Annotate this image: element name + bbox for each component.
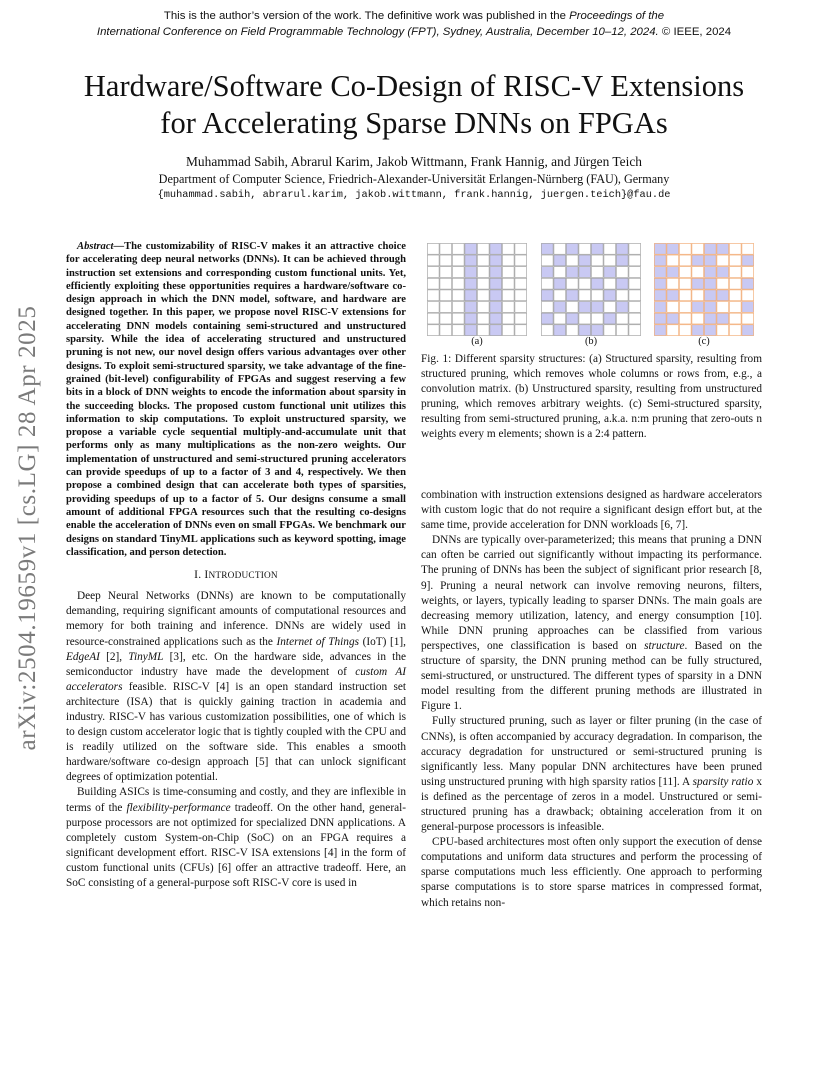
grid-cell <box>654 243 666 254</box>
paper-title: Hardware/Software Co-Design of RISC-V Extensions for Accelerating Sparse DNNs on FPGAs <box>83 69 745 140</box>
grid-cell <box>591 302 603 313</box>
grid-cell <box>515 302 527 313</box>
grid-cell <box>515 278 527 289</box>
grid-cell <box>554 325 566 336</box>
grid-cell <box>515 290 527 301</box>
grid-cell <box>616 302 628 313</box>
grid-cell <box>465 313 477 324</box>
grid-cell <box>477 278 489 289</box>
grid-cell <box>477 302 489 313</box>
grid-cell <box>679 313 691 324</box>
right-paragraph-1: combination with instruction extensions designed as hardware accelerators with custom logic that do not require a significant design effort but, at the same time, provide acceleration for DNN workloads [6, 7]. <box>421 489 762 532</box>
grid-cell <box>692 267 704 278</box>
grid-cell <box>566 302 578 313</box>
grid-cell <box>679 302 691 313</box>
grid-cell <box>477 325 489 336</box>
grid-cell <box>604 302 616 313</box>
grid-cell <box>616 290 628 301</box>
grid-cell <box>604 325 616 336</box>
grid-cell <box>667 290 679 301</box>
grid-cell <box>477 313 489 324</box>
grid-cell <box>566 243 578 254</box>
grid-cell <box>604 313 616 324</box>
grid-cell <box>490 267 502 278</box>
grid-cell <box>490 290 502 301</box>
grid-cell <box>604 255 616 266</box>
grid-cell <box>579 290 591 301</box>
structured-sparsity-grid <box>427 243 527 336</box>
grid-cell <box>616 267 628 278</box>
grid-cell <box>502 243 514 254</box>
grid-cell <box>427 243 439 254</box>
grid-cell <box>717 255 729 266</box>
subfigure-label-a: (a) <box>471 336 483 347</box>
figure-caption: Fig. 1: Different sparsity structures: (a) Structured sparsity, resulting from structured pruning, which removes whole columns or rows from, e.g., a convolution matrix. (b) Unstructured sparsity, resulting from unstructured pruning, which removes arbitrary weights. (c) Semi-structured sparsity, resulting from semi-structured pruning, a.k.a. n:m pruning that zero-outs n weights every m elements; shown is a 2:4 pattern. <box>421 353 762 441</box>
grid-cell <box>629 267 641 278</box>
grid-cell <box>427 302 439 313</box>
grid-cell <box>729 325 741 336</box>
grid-cell <box>704 278 716 289</box>
grid-cell <box>440 278 452 289</box>
grid-cell <box>427 325 439 336</box>
subfigure-label-c: (c) <box>698 336 710 347</box>
grid-cell <box>502 313 514 324</box>
grid-cell <box>490 278 502 289</box>
grid-cell <box>477 243 489 254</box>
grid-cell <box>629 313 641 324</box>
grid-cell <box>591 267 603 278</box>
grid-cell <box>541 278 553 289</box>
grid-cell <box>604 290 616 301</box>
grid-cell <box>541 267 553 278</box>
grid-cell <box>654 302 666 313</box>
grid-cell <box>427 278 439 289</box>
grid-cell <box>579 302 591 313</box>
affiliation: Department of Computer Science, Friedrich-Alexander-Universität Erlangen-Nürnberg (FAU), Germany <box>158 172 670 186</box>
grid-cell <box>502 255 514 266</box>
grid-cell <box>629 278 641 289</box>
grid-cell <box>541 302 553 313</box>
grid-cell <box>729 267 741 278</box>
grid-cell <box>541 290 553 301</box>
grid-cell <box>667 255 679 266</box>
grid-cell <box>427 255 439 266</box>
grid-cell <box>541 243 553 254</box>
grid-cell <box>591 290 603 301</box>
grid-cell <box>554 290 566 301</box>
grid-cell <box>490 302 502 313</box>
grid-cell <box>717 267 729 278</box>
publication-notice: This is the author’s version of the work. The definitive work was published in the Proceedings of the International Conference on Field Programmable Technology (FPT), Sydney, Australia, December 10–12, 2024. © IEEE, 2024 <box>96 10 732 38</box>
grid-cell <box>616 243 628 254</box>
grid-cell <box>667 302 679 313</box>
grid-cell <box>616 255 628 266</box>
grid-cell <box>742 255 754 266</box>
grid-cell <box>427 290 439 301</box>
grid-cell <box>679 278 691 289</box>
section-heading-introduction: I. INTRODUCTION <box>194 568 278 582</box>
grid-cell <box>452 243 464 254</box>
grid-cell <box>629 325 641 336</box>
grid-cell <box>591 243 603 254</box>
grid-cell <box>440 243 452 254</box>
grid-cell <box>717 325 729 336</box>
right-paragraph-4: CPU-based architectures most often only support the execution of dense computations and uniform data structures and perform the processing of sparse computations much less efficiently. One approach to performing sparse computations is to store sparse matrices in compressed format, which retains non- <box>421 836 762 909</box>
grid-cell <box>579 278 591 289</box>
grid-cell <box>515 313 527 324</box>
grid-cell <box>452 302 464 313</box>
grid-cell <box>742 302 754 313</box>
grid-cell <box>604 278 616 289</box>
grid-cell <box>729 290 741 301</box>
grid-cell <box>742 325 754 336</box>
grid-cell <box>566 290 578 301</box>
grid-cell <box>566 278 578 289</box>
grid-cell <box>465 243 477 254</box>
grid-cell <box>692 278 704 289</box>
grid-cell <box>452 267 464 278</box>
grid-cell <box>729 302 741 313</box>
right-paragraph-2: DNNs are typically over-parameterized; this means that pruning a DNN can often be carried out significantly without impacting its performance. The pruning of DNNs has been the subject of significant prior research [8, 9]. Pruning a neural network can involve removing neurons, filters, weights, or layers, typically leading to sparser DNNs. The main goals are decreasing memory utilization, latency, and energy consumption [10]. While DNN pruning approaches can be classified from various perspectives, one classification is based on structure. Based on the structure of sparsity, the DNN pruning method can be fully structured, semi-structured, or unstructured. The different types of sparsity in a DNN model resulting from the different pruning methods are illustrated in Figure 1. <box>421 534 762 713</box>
grid-cell <box>742 313 754 324</box>
grid-cell <box>654 255 666 266</box>
grid-cell <box>566 325 578 336</box>
grid-cell <box>742 243 754 254</box>
grid-cell <box>679 290 691 301</box>
grid-cell <box>667 313 679 324</box>
grid-cell <box>515 267 527 278</box>
grid-cell <box>579 267 591 278</box>
grid-cell <box>692 302 704 313</box>
grid-cell <box>554 243 566 254</box>
grid-cell <box>452 255 464 266</box>
intro-paragraph-2: Building ASICs is time-consuming and costly, and they are inflexible in terms of the flexibility-performance tradeoff. On the other hand, general-purpose processors are not optimized for specialized DNN applications. A completely custom System-on-Chip (SoC) on an FPGA requires a significant development effort. RISC-V ISA extensions [4] in the form of custom functional units (CFUs) [6] offer an attractive tradeoff. Here, an SoC consisting of a general-purpose soft RISC-V core is used in <box>66 786 406 889</box>
grid-cell <box>704 290 716 301</box>
grid-cell <box>729 255 741 266</box>
grid-cell <box>616 278 628 289</box>
grid-cell <box>692 290 704 301</box>
grid-cell <box>704 302 716 313</box>
author-list: Muhammad Sabih, Abrarul Karim, Jakob Wittmann, Frank Hannig, and Jürgen Teich <box>186 154 642 169</box>
grid-cell <box>667 278 679 289</box>
grid-cell <box>502 302 514 313</box>
grid-cell <box>440 325 452 336</box>
author-emails: {muhammad.sabih, abrarul.karim, jakob.wittmann, frank.hannig, juergen.teich}@fau.de <box>157 189 671 201</box>
grid-cell <box>566 255 578 266</box>
sparsity-grids <box>421 240 762 352</box>
grid-cell <box>440 255 452 266</box>
grid-cell <box>440 313 452 324</box>
grid-cell <box>579 255 591 266</box>
grid-cell <box>490 325 502 336</box>
grid-cell <box>579 243 591 254</box>
grid-cell <box>654 325 666 336</box>
grid-cell <box>465 325 477 336</box>
grid-cell <box>704 325 716 336</box>
grid-cell <box>427 313 439 324</box>
grid-cell <box>452 290 464 301</box>
grid-cell <box>502 267 514 278</box>
grid-cell <box>579 325 591 336</box>
grid-cell <box>591 255 603 266</box>
grid-cell <box>452 325 464 336</box>
grid-cell <box>629 243 641 254</box>
grid-cell <box>554 278 566 289</box>
grid-cell <box>591 313 603 324</box>
grid-cell <box>554 255 566 266</box>
grid-cell <box>704 267 716 278</box>
grid-cell <box>692 255 704 266</box>
grid-cell <box>729 278 741 289</box>
unstructured-sparsity-grid <box>541 243 641 336</box>
grid-cell <box>616 313 628 324</box>
grid-cell <box>742 290 754 301</box>
grid-cell <box>717 290 729 301</box>
grid-cell <box>477 290 489 301</box>
grid-cell <box>629 255 641 266</box>
grid-cell <box>452 313 464 324</box>
grid-cell <box>679 243 691 254</box>
intro-paragraph-1: Deep Neural Networks (DNNs) are known to be computationally demanding, requiring significant amounts of computational resources and memory for both training and inference. DNNs are widely used in resource-constrained applications such as the Internet of Things (IoT) [1], EdgeAI [2], TinyML [3], etc. On the hardware side, advances in the semiconductor industry have made the development of custom AI accelerators feasible. RISC-V [4] is an open standard instruction set architecture (ISA) that is quickly gaining traction in academia and industry. RISC-V has various customization possibilities, one of which is to design custom accelerator logic that is tightly coupled with the CPU and is readily utilized on the software side. This enables a smooth hardware/software co-design approach [5] that can unlock significant degrees of optimization potential. <box>66 590 406 784</box>
grid-cell <box>465 290 477 301</box>
grid-cell <box>515 255 527 266</box>
grid-cell <box>502 325 514 336</box>
grid-cell <box>477 267 489 278</box>
grid-cell <box>566 267 578 278</box>
grid-cell <box>604 267 616 278</box>
grid-cell <box>692 313 704 324</box>
grid-cell <box>679 325 691 336</box>
grid-cell <box>554 302 566 313</box>
grid-cell <box>541 255 553 266</box>
grid-cell <box>717 313 729 324</box>
grid-cell <box>704 255 716 266</box>
grid-cell <box>604 243 616 254</box>
grid-cell <box>427 267 439 278</box>
grid-cell <box>452 278 464 289</box>
grid-cell <box>440 267 452 278</box>
grid-cell <box>591 278 603 289</box>
grid-cell <box>629 302 641 313</box>
grid-cell <box>490 313 502 324</box>
grid-cell <box>742 267 754 278</box>
grid-cell <box>490 243 502 254</box>
subfigure-label-b: (b) <box>584 336 598 347</box>
grid-cell <box>654 290 666 301</box>
grid-cell <box>717 278 729 289</box>
grid-cell <box>704 243 716 254</box>
grid-cell <box>729 243 741 254</box>
left-column <box>66 240 406 891</box>
grid-cell <box>502 290 514 301</box>
right-column <box>421 488 762 911</box>
grid-cell <box>515 243 527 254</box>
grid-cell <box>692 243 704 254</box>
grid-cell <box>502 278 514 289</box>
grid-cell <box>554 267 566 278</box>
grid-cell <box>692 325 704 336</box>
grid-cell <box>742 278 754 289</box>
grid-cell <box>616 325 628 336</box>
grid-cell <box>704 313 716 324</box>
grid-cell <box>679 267 691 278</box>
grid-cell <box>579 313 591 324</box>
arxiv-watermark: arXiv:2504.19659v1 [cs.LG] 28 Apr 2025 <box>14 305 41 751</box>
grid-cell <box>541 325 553 336</box>
grid-cell <box>541 313 553 324</box>
abstract: Abstract—The customizability of RISC-V makes it an attractive choice for accelerating deep neural networks (DNNs). It can be achieved through instruction set extensions and corresponding custom functional units. Yet, efficiently exploiting these opportunities requires a hardware/software co-design approach in which the DNN model, software, and hardware are designed together. In this paper, we propose novel RISC-V extensions for accelerating DNN models containing semi-structured and unstructured sparsity. While the idea of accelerating structured and unstructured pruning is not new, our novel design offers various advantages over other designs. To exploit semi-structured sparsity, we take advantage of the fine-grained (bit-level) configurability of FPGAs and suggest reserving a few bits in a block of DNN weights to encode the information about sparsity in the succeeding blocks. The proposed custom functional unit utilizes this information to skip computations. To exploit unstructured sparsity, we propose a variable cycle sequential multiply-and-accumulate unit that performs only as many multiplications as the non-zero weights. Our implementation of unstructured and semi-structured pruning accelerators can provide speedups of up to a factor of 3 and 4, respectively. We then propose a combined design that can accelerate both types of sparsities, providing speedups of up to a factor of 5. Our designs consume a small amount of additional FPGA resources such that the resulting co-designs enable the acceleration of DNNs even on small FPGAs. We benchmark our designs on standard TinyML applications such as keyword spotting, image classification, and person detection. <box>66 241 406 558</box>
grid-cell <box>654 313 666 324</box>
grid-cell <box>515 325 527 336</box>
grid-cell <box>465 267 477 278</box>
right-paragraph-3: Fully structured pruning, such as layer or filter pruning (in the case of CNNs), is often accompanied by accuracy degradation. In comparison, the accuracy degradation for unstructured or semi-structured pruning is significantly less. Many popular DNN architectures have been pruned using unstructured pruning with high sparsity ratios [11]. A sparsity ratio x is defined as the percentage of zeros in a model. Unstructured or semi-structured pruning has a drawback; obtaining acceleration from it on general-purpose processors is infeasible. <box>421 715 762 834</box>
grid-cell <box>554 313 566 324</box>
grid-cell <box>667 243 679 254</box>
semi-structured-sparsity-grid <box>654 243 754 336</box>
grid-cell <box>667 267 679 278</box>
grid-cell <box>440 290 452 301</box>
grid-cell <box>440 302 452 313</box>
grid-cell <box>729 313 741 324</box>
grid-cell <box>465 255 477 266</box>
grid-cell <box>591 325 603 336</box>
grid-cell <box>566 313 578 324</box>
grid-cell <box>679 255 691 266</box>
grid-cell <box>667 325 679 336</box>
grid-cell <box>465 278 477 289</box>
grid-cell <box>654 267 666 278</box>
grid-cell <box>717 302 729 313</box>
grid-cell <box>717 243 729 254</box>
figure-1 <box>421 240 762 454</box>
grid-cell <box>465 302 477 313</box>
grid-cell <box>629 290 641 301</box>
grid-cell <box>477 255 489 266</box>
grid-cell <box>654 278 666 289</box>
grid-cell <box>490 255 502 266</box>
